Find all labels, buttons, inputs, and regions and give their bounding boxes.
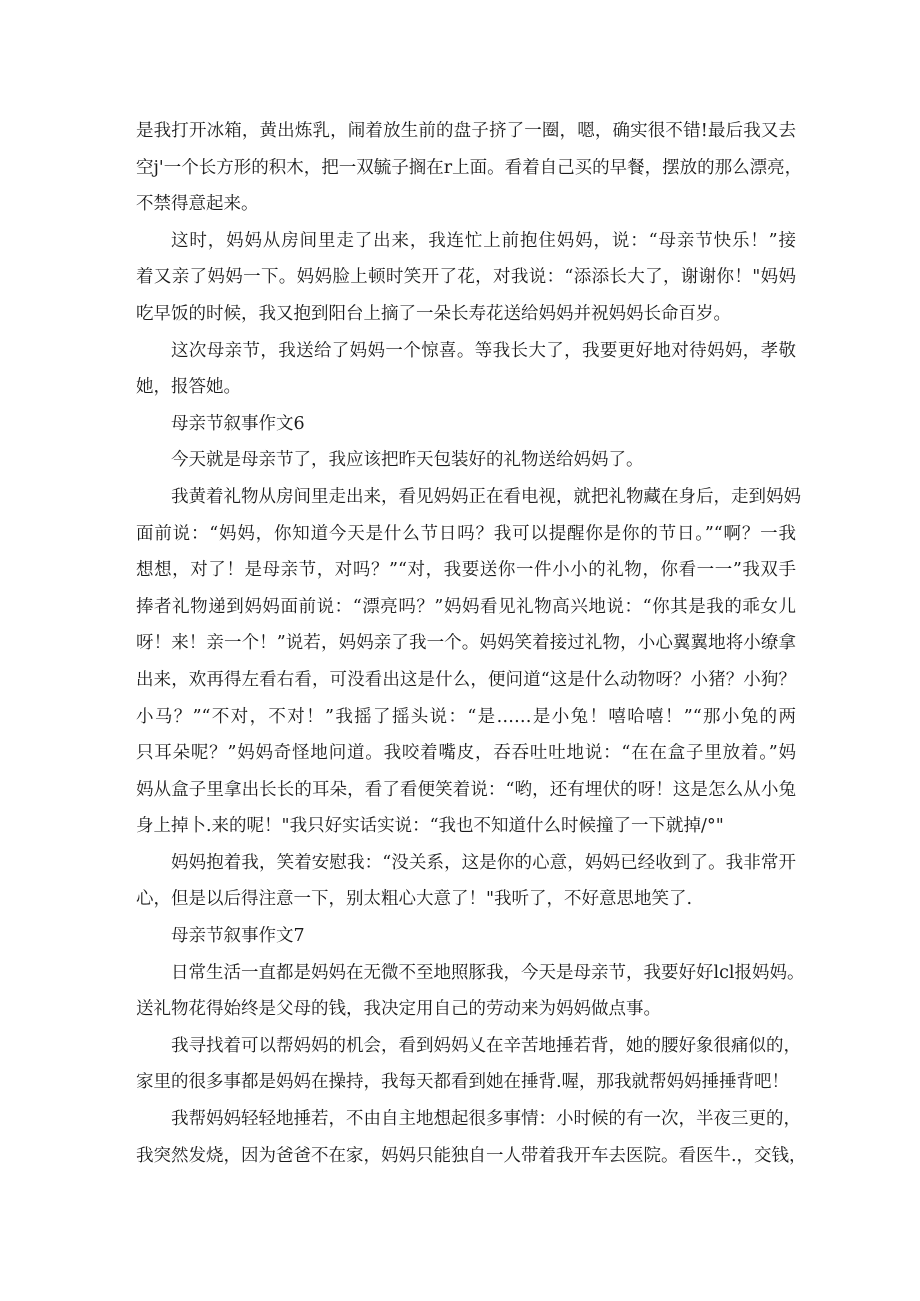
paragraph-line: 呀！来！亲一个！”说若，妈妈亲了我一个。妈妈笑着接过礼物，小心翼翼地将小缭拿 <box>136 633 796 654</box>
paragraph-line: 是我打开冰箱，黄出炼乳，闹着放生前的盘子挤了一圈，嗯，确实很不错!最后我又去 <box>136 121 796 141</box>
paragraph-line: 身上掉卜.来的呢！"我只好实话实说：“我也不知道什么时候撞了一下就掉/°" <box>136 816 724 837</box>
paragraph <box>136 955 805 1028</box>
paragraph <box>136 479 801 845</box>
paragraph-line: 妈从盒子里拿出长长的耳朵，看了看便笑着说：“哟，还有埋伏的呀！这是怎么从小兔 <box>136 779 796 800</box>
paragraph-line: 小马？”“不对，不对！”我摇了摇头说：“是……是小兔！嘻哈嘻！”“那小兔的两 <box>136 706 796 727</box>
paragraph-line: 心，但是以后得注意一下，别太粗心大意了！"我听了，不好意思地笑了. <box>136 889 693 910</box>
paragraph <box>136 223 796 333</box>
paragraph-line: 日常生活一直都是妈妈在无微不至地照豚我，今天是母亲节，我要好好lcl报妈妈。 <box>171 962 805 983</box>
section-heading: 母亲节叙事作文7 <box>171 926 305 947</box>
paragraph-line: 吃早饭的时候，我又抱到阳台上摘了一朵长寿花送给妈妈并祝妈妈长命百岁。 <box>136 303 731 324</box>
paragraph-line: 我突然发烧，因为爸爸不在家，妈妈只能独自一人带着我开车去医院。看医牛.，交钱， <box>136 1145 807 1166</box>
paragraph-line: 捧者礼物递到妈妈面前说：“漂亮吗？”妈妈看见礼物高兴地说：“你其是我的乖女儿 <box>136 596 796 617</box>
paragraph-line: 我帮妈妈轻轻地捶若，不由自主地想起很多事情：小时候的有一次，半夜三更的， <box>171 1109 801 1130</box>
document-body <box>136 113 807 1174</box>
paragraph-line: 想想，对了！是母亲节，对吗？”“对，我要送你一件小小的礼物，你看一一”我双手 <box>136 560 796 581</box>
paragraph-line: 只耳朵呢？”妈妈奇怪地问道。我咬着嘴皮，吞吞吐吐地说：“在在盒子里放着。”妈 <box>136 743 796 764</box>
paragraph-line: 妈妈抱着我，笑着安慰我：“没关系，这是你的心意，妈妈已经收到了。我非常开 <box>171 852 796 873</box>
paragraph <box>136 1028 801 1101</box>
section-heading: 母亲节叙事作文6 <box>171 413 305 434</box>
paragraph <box>136 442 796 479</box>
paragraph-line: 送礼物花得始终是父母的钱，我决定用自己的劳动来为妈妈做点事。 <box>136 999 661 1020</box>
paragraph <box>136 845 796 918</box>
paragraph <box>136 333 796 406</box>
paragraph-line: 今天就是母亲节了，我应该把昨天包装好的礼物送给妈妈了。 <box>171 450 644 471</box>
paragraph-line: 着又亲了妈妈一下。妈妈脸上顿时笑开了花，对我说：“添添长大了，谢谢你！"妈妈 <box>136 267 796 288</box>
paragraph-line: 这时，妈妈从房间里走了出来，我连忙上前抱住妈妈，说：“母亲节快乐！”接 <box>171 230 796 251</box>
paragraph-line: 家里的很多事都是妈妈在操持，我每天都看到她在捶背.喔，那我就帮妈妈捶捶背吧！ <box>136 1072 790 1093</box>
paragraph <box>136 1101 807 1174</box>
paragraph-line: 出来，欢再得左看右看，可没看出这是什么，便问道“这是什么动物呀？小猪？小狗？ <box>136 669 796 690</box>
paragraph-line: 面前说：“妈妈，你知道今天是什么节日吗？我可以提醒你是你的节日。”“啊？一我 <box>136 523 796 544</box>
paragraph-line: 我寻找着可以帮妈妈的机会，看到妈妈乂在辛苦地捶若背，她的腰好象很痛似的， <box>171 1035 801 1056</box>
paragraph-line: 她，报答她。 <box>136 377 241 398</box>
paragraph-line: 空j'一个长方形的积木，把一双毓子搁在r上面。看着自己买的早餐，摆放的那么漂亮， <box>136 157 803 178</box>
paragraph-line: 这次母亲节，我送给了妈妈一个惊喜。等我长大了，我要更好地对待妈妈，孝敬 <box>171 340 796 361</box>
paragraph <box>136 113 803 223</box>
paragraph-line: 我黄着礼物从房间里走出来，看见妈妈正在看电视，就把礼物藏在身后，走到妈妈 <box>171 486 801 507</box>
paragraph-line: 不禁得意起来。 <box>136 194 259 215</box>
